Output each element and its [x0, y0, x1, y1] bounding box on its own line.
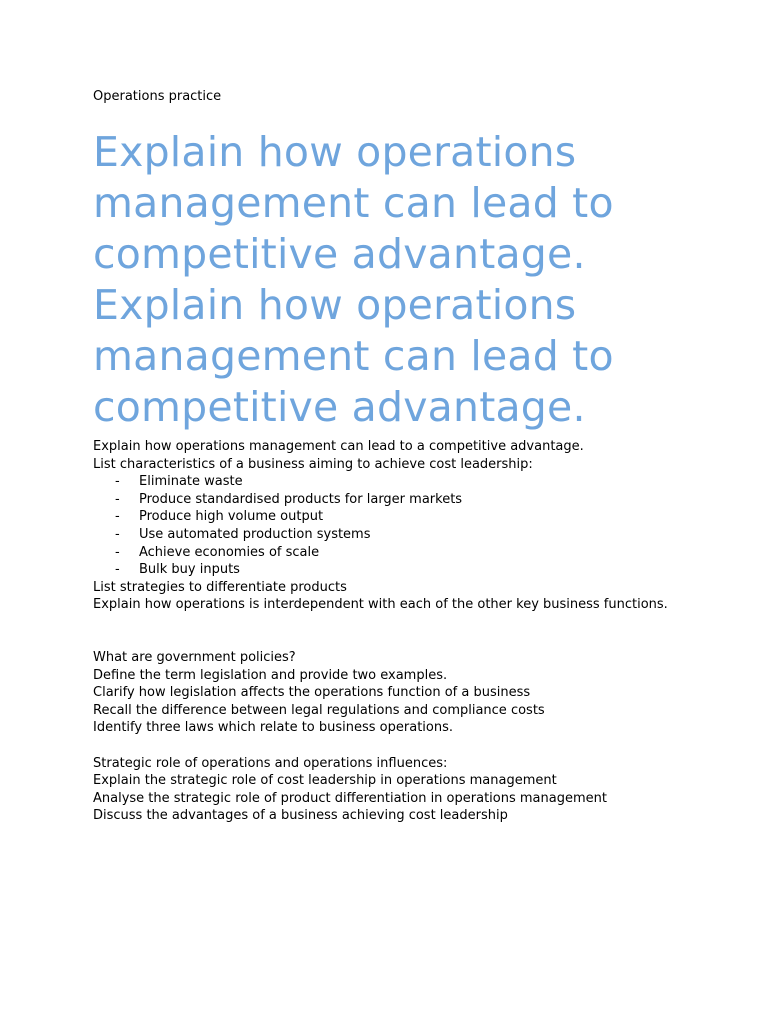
- question-line: Recall the difference between legal regulations and compliance costs: [93, 702, 545, 718]
- heading-1: Explain how operations management can lead to competitive advantage.: [93, 128, 614, 278]
- list-item: [93, 473, 733, 491]
- list-item-text: Use automated production systems: [139, 526, 371, 542]
- bullet-marker: -: [115, 474, 120, 490]
- question-line: Define the term legislation and provide two examples.: [93, 667, 448, 683]
- list-item: [93, 491, 733, 509]
- question-line: List strategies to differentiate products: [93, 579, 347, 595]
- section-government-policies: [93, 649, 733, 737]
- list-item-text: Bulk buy inputs: [139, 562, 240, 578]
- question-line: Explain how operations is interdependent with each of the other key business functions.: [93, 597, 668, 613]
- bullet-marker: -: [115, 526, 120, 542]
- question-line: Discuss the advantages of a business achieving cost leadership: [93, 808, 508, 824]
- list-item-text: Produce standardised products for larger markets: [139, 491, 463, 507]
- question-line: Explain the strategic role of cost leadership in operations management: [93, 773, 557, 789]
- bullet-marker: -: [115, 491, 120, 507]
- question-line: Explain how operations management can lead to a competitive advantage.: [93, 439, 584, 454]
- bullet-marker: -: [115, 509, 120, 525]
- list-item: [93, 561, 733, 579]
- list-item: [93, 544, 733, 562]
- section-strategic-role: [93, 755, 733, 825]
- bullet-marker: -: [115, 544, 120, 560]
- list-item: [93, 508, 733, 526]
- section-heading: Strategic role of operations and operations influences:: [93, 755, 448, 771]
- cost-leadership-list: [93, 473, 733, 579]
- section-spacer: [93, 737, 733, 755]
- question-line: Analyse the strategic role of product differentiation in operations management: [93, 790, 607, 806]
- question-line: List characteristics of a business aiming to achieve cost leadership:: [93, 456, 533, 472]
- list-item-text: Produce high volume output: [139, 509, 324, 525]
- bullet-marker: -: [115, 562, 120, 578]
- section-spacer: [93, 614, 733, 649]
- question-line: What are government policies?: [93, 649, 296, 665]
- question-line: Identify three laws which relate to business operations.: [93, 720, 454, 736]
- heading-2: Explain how operations management can lead to competitive advantage.: [93, 281, 614, 431]
- list-item-text: Eliminate waste: [139, 474, 243, 490]
- list-item-text: Achieve economies of scale: [139, 544, 320, 560]
- question-line: Clarify how legislation affects the operations function of a business: [93, 685, 531, 701]
- document-title: Operations practice: [93, 89, 222, 104]
- document-body: [93, 88, 733, 825]
- section-cost-leadership: [93, 438, 733, 614]
- list-item: [93, 526, 733, 544]
